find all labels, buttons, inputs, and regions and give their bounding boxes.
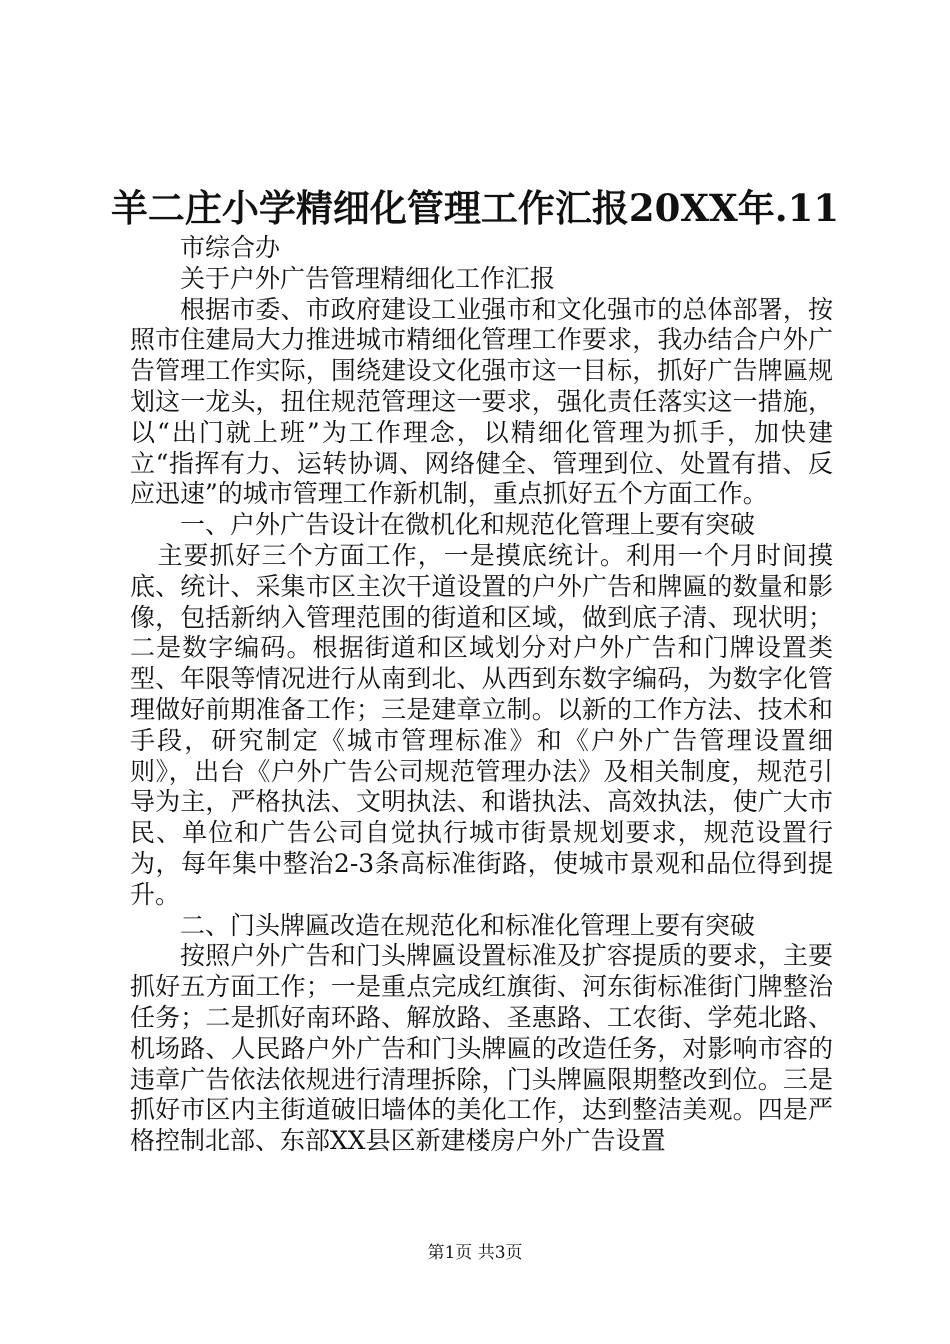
paragraph-subtitle: 关于户外广告管理精细化工作汇报	[180, 263, 556, 293]
paragraph-section-2: 按照户外广告和门头牌匾设置标准及扩容提质的要求，主要抓好五方面工作；一是重点完成红旗街、河东街标准街门牌整治任务；二是抓好南环路、解放路、圣惠路、工农街、学苑北路、机场路、人民路户外广告和门头牌匾的改造任务，对影响市容的违章广告依法依规进行清理拆除，门头牌匾限期整改到位。三是抓好市区内主街道破旧墙体的美化工作，达到整洁美观。四是严格控制北部、东部XX县区新建楼房户外广告设置	[130, 941, 833, 1156]
paragraph-department: 市综合办	[180, 233, 281, 262]
document-title: 羊二庄小学精细化管理工作汇报20XX年.11	[110, 186, 840, 230]
section-heading-2: 二、门头牌匾改造在规范化和标准化管理上要有突破	[180, 910, 756, 940]
page-footer: 第1页 共3页	[427, 1243, 523, 1263]
section-heading-1: 一、户外广告设计在微机化和规范化管理上要有突破	[180, 510, 756, 540]
paragraph-intro: 根据市委、市政府建设工业强市和文化强市的总体部署，按照市住建局大力推进城市精细化管理工作要求，我办结合户外广告管理工作实际，围绕建设文化强市这一目标，抓好广告牌匾规划这一龙头，扭住规范管理这一要求，强化责任落实这一措施，以“出门就上班”为工作理念，以精细化管理为抓手，加快建立“指挥有力、运转协调、网络健全、管理到位、处置有措、反应迅速”的城市管理工作新机制，重点抓好五个方面工作。	[130, 294, 833, 509]
document-body	[130, 233, 833, 1157]
paragraph-section-1: 主要抓好三个方面工作，一是摸底统计。利用一个月时间摸底、统计、采集市区主次干道设置的户外广告和牌匾的数量和影像，包括新纳入管理范围的街道和区域，做到底子清、现状明；二是数字编码。根据街道和区域划分对户外广告和门牌设置类型、年限等情况进行从南到北、从西到东数字编码，为数字化管理做好前期准备工作；三是建章立制。以新的工作方法、技术和手段，研究制定《城市管理标准》和《户外广告管理设置细则》，出台《户外广告公司规范管理办法》及相关制度，规范引导为主，严格执法、文明执法、和谐执法、高效执法，使广大市民、单位和广告公司自觉执行城市街景规划要求，规范设置行为，每年集中整治2-3条高标准街路，使城市景观和品位得到提升。	[130, 540, 833, 909]
